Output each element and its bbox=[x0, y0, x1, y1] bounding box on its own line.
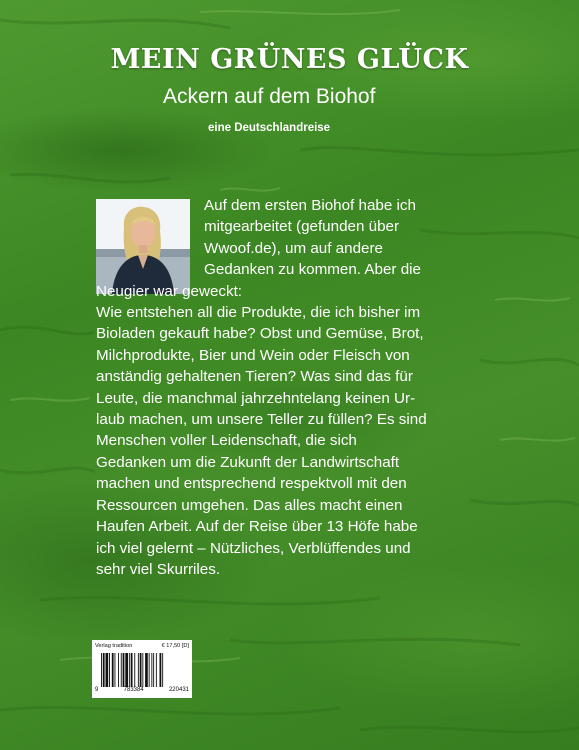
blurb-line: Leute, die manchmal jahrzehntelang keinen Ur- bbox=[96, 389, 416, 407]
barcode-bar bbox=[118, 653, 119, 687]
blurb-line: ich viel gelernt – Nützliches, Verblüffendes und bbox=[96, 539, 411, 557]
book-title: MEIN GRÜNES GLÜCK bbox=[110, 44, 469, 75]
publisher-name: Verlag tradition bbox=[95, 643, 133, 649]
barcode-bar bbox=[112, 653, 114, 687]
blurb-line: Menschen voller Leidenschaft, die sich bbox=[96, 432, 357, 450]
barcode-bar bbox=[134, 653, 135, 687]
blurb-line: Haufen Arbeit. Auf der Reise über 13 Höfe habe bbox=[96, 518, 418, 536]
barcode-bar bbox=[123, 653, 125, 687]
isbn-barcode bbox=[92, 640, 192, 698]
isbn-digit-group-1: 783384 bbox=[123, 687, 144, 693]
blurb-line: Wie entstehen all die Produkte, die ich bisher im bbox=[96, 304, 421, 322]
barcode-bar bbox=[131, 653, 133, 687]
blurb-line: Auf dem ersten Biohof habe ich bbox=[204, 197, 416, 214]
barcode-bar bbox=[138, 653, 139, 687]
barcode-bar bbox=[162, 653, 163, 687]
blurb-line: Ressourcen umgehen. Das alles macht einen bbox=[96, 496, 403, 514]
blurb-line: Gedanken um die Zukunft der Landwirtschaft bbox=[96, 453, 400, 471]
blurb-text bbox=[96, 195, 486, 580]
isbn-digit-first: 9 bbox=[95, 687, 99, 693]
blurb-line: Gedanken zu kommen. Aber die bbox=[204, 261, 421, 279]
barcode-header bbox=[95, 643, 189, 649]
barcode-bar bbox=[103, 653, 105, 687]
book-subtitle: Ackern auf dem Biohof bbox=[163, 85, 376, 108]
barcode-bars bbox=[95, 653, 189, 687]
barcode-bar bbox=[125, 653, 128, 687]
barcode-bar bbox=[156, 653, 157, 687]
isbn-digit-group-2: 220431 bbox=[168, 687, 189, 693]
blurb-line: sehr viel Skurriles. bbox=[96, 560, 221, 578]
barcode-bar bbox=[149, 653, 150, 687]
barcode-bar bbox=[160, 653, 162, 687]
blurb-line: Bioladen gekauft habe? Obst und Gemüse, Brot, bbox=[96, 325, 424, 343]
blurb-line: Neugier war geweckt: bbox=[96, 282, 243, 300]
barcode-bar bbox=[106, 653, 109, 687]
blurb-line: mitgearbeitet (gefunden über bbox=[204, 218, 400, 236]
barcode-bar bbox=[145, 653, 148, 687]
book-tagline: eine Deutschlandreise bbox=[208, 122, 331, 134]
barcode-bar bbox=[129, 653, 130, 687]
barcode-bar bbox=[115, 653, 116, 687]
barcode-bar bbox=[140, 653, 142, 687]
blurb-line: Wwoof.de), um auf andere bbox=[204, 239, 383, 257]
barcode-bar bbox=[151, 653, 152, 687]
barcode-bar bbox=[153, 653, 154, 687]
barcode-bar bbox=[101, 653, 102, 687]
blurb-line: machen und entsprechend respektvoll mit den bbox=[96, 475, 407, 493]
price-label: € 17,50 [D] bbox=[161, 643, 189, 649]
blurb-line: Milchprodukte, Bier und Wein oder Fleisch von bbox=[96, 346, 410, 364]
blurb-line: laub machen, um unsere Teller zu füllen? Es sind bbox=[96, 411, 427, 429]
barcode-bar bbox=[142, 653, 143, 687]
barcode-bar bbox=[109, 653, 110, 687]
isbn-number bbox=[95, 687, 189, 693]
barcode-bar bbox=[121, 653, 122, 687]
blurb-line: anständig gehaltenen Tieren? Was sind das für bbox=[96, 368, 413, 386]
